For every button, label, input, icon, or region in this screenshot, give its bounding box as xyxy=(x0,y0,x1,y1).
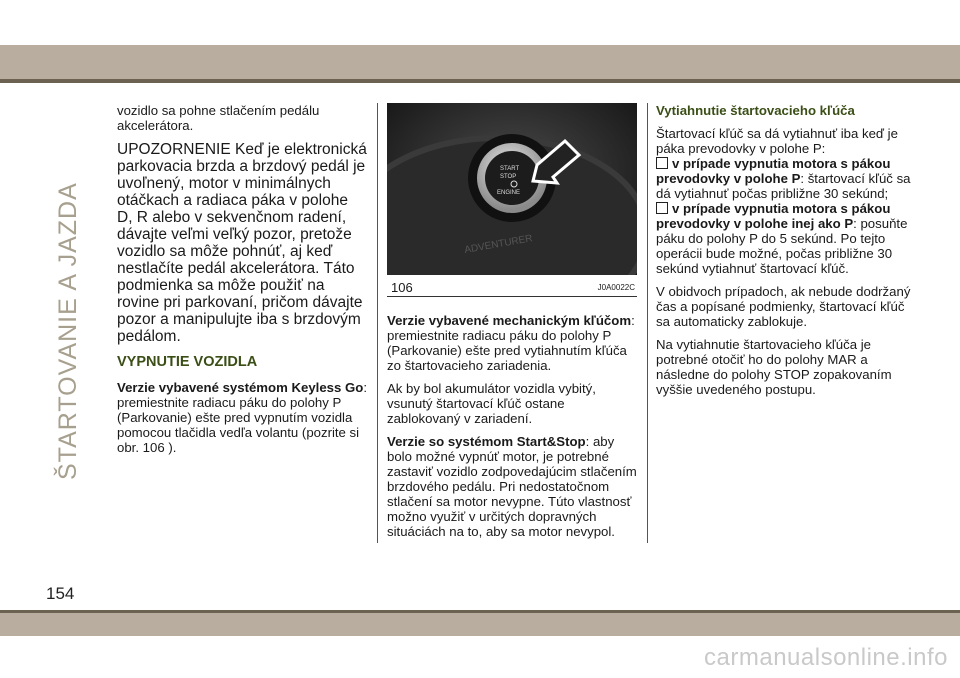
start-stop-paragraph xyxy=(387,434,637,539)
footer-band xyxy=(0,613,960,636)
bullet-text: : štartovací kľúč sa dá vytiahnuť počas približne 30 sekúnd; xyxy=(656,171,911,201)
start-stop-button-photo xyxy=(387,103,637,275)
photo-illustration xyxy=(387,103,637,275)
checkbox-bullet-icon xyxy=(656,157,668,169)
section-heading: VYPNUTIE VOZIDLA xyxy=(117,354,258,370)
button-label-line-1: START xyxy=(500,166,520,172)
bullet-text: : posuňte páku do polohy P do 5 sekúnd. Po tejto operácii bude možné, počas približne 30 sekúnd vytiahnuť štartovací kľúč. xyxy=(656,216,908,276)
header-band-line xyxy=(0,79,960,83)
key-removal-heading: Vytiahnutie štartovacieho kľúča xyxy=(656,103,855,118)
keyless-paragraph xyxy=(117,380,367,455)
bullet-item xyxy=(656,156,914,201)
bullet-heading: v prípade vypnutia motora s pákou prevodovky v polohe inej ako P xyxy=(656,201,891,231)
keyless-heading: Verzie vybavené systémom Keyless Go xyxy=(117,380,364,395)
paragraph: Na vytiahnutie štartovacieho kľúča je potrebné otočiť ho do polohy MAR a následne do polohy STOP zopakovaním vyššie uvedeného postupu. xyxy=(656,337,892,397)
button-label-line-3: ENGINE xyxy=(497,190,521,196)
paragraph: Ak by bol akumulátor vozidla vybitý, vsunutý štartovací kľúč ostane zablokovaný v zariadení. xyxy=(387,381,596,426)
button-label-line-2: STOP xyxy=(500,174,517,180)
page-number: 154 xyxy=(46,584,75,603)
figure-number: 106 xyxy=(391,280,413,295)
text-column-1 xyxy=(117,103,367,463)
paragraph: Štartovací kľúč sa dá vytiahnuť iba keď je páka prevodovky v polohe P: xyxy=(656,126,898,156)
chapter-side-title: ŠTARTOVANIE A JAZDA xyxy=(54,182,82,480)
text-column-3 xyxy=(656,103,914,405)
mechanical-key-text: : premiestnite radiacu páku do polohy P (Parkovanie) ešte pred vytiahnutím kľúča zo štartovacieho zariadenia. xyxy=(387,313,635,373)
header-band xyxy=(0,45,960,79)
figure-code: J0A0022C xyxy=(597,283,635,292)
start-stop-heading: Verzie so systémom Start&Stop xyxy=(387,434,586,449)
checkbox-bullet-icon xyxy=(656,202,668,214)
start-stop-text: : aby bolo možné vypnúť motor, je potrebné zastaviť vozidlo zodpovedajúcim stlačením brzdového pedálu. Pri nedostatočnom stlačení sa motor nevypne. Túto vlastnosť možno využiť v určitých dopravných situáciách na to, aby sa motor nevypol. xyxy=(387,434,637,539)
mechanical-key-paragraph xyxy=(387,313,637,373)
ring-lettering: ADVENTURER xyxy=(463,233,534,256)
text-column-2 xyxy=(387,313,637,547)
column-divider xyxy=(647,103,648,543)
figure-caption xyxy=(387,278,637,297)
keyless-text: : premiestnite radiacu páku do polohy P (Parkovanie) ešte pred vypnutím vozidla pomocou tlačidla vedľa volantu (pozrite si obr. 106 ). xyxy=(117,380,367,455)
paragraph: V obidvoch prípadoch, ak nebude dodržaný čas a popísané podmienky, štartovací kľúč sa automaticky zablokuje. xyxy=(656,284,911,329)
mechanical-key-heading: Verzie vybavené mechanickým kľúčom xyxy=(387,313,632,328)
column-divider xyxy=(377,103,378,543)
bullet-item xyxy=(656,201,914,276)
paragraph: vozidlo sa pohne stlačením pedálu akcelerátora. xyxy=(117,103,320,133)
watermark: carmanualsonline.info xyxy=(704,644,948,671)
warning-paragraph: UPOZORNENIE Keď je elektronická parkovacia brzda a brzdový pedál je uvoľnený, motor v minimálnych otáčkach a radiaca páka v polohe D, R alebo v sekvenčnom radení, dávajte veľmi veľký pozor, pretože vozidlo sa môže pohnúť, aj keď nestlačíte pedál akcelerátora. Táto podmienka sa môže použiť na rovine pri parkovaní, pričom dávajte pozor a manipulujte iba s brzdovým pedálom. xyxy=(117,141,367,345)
bullet-heading: v prípade vypnutia motora s pákou prevodovky v polohe P xyxy=(656,156,891,186)
